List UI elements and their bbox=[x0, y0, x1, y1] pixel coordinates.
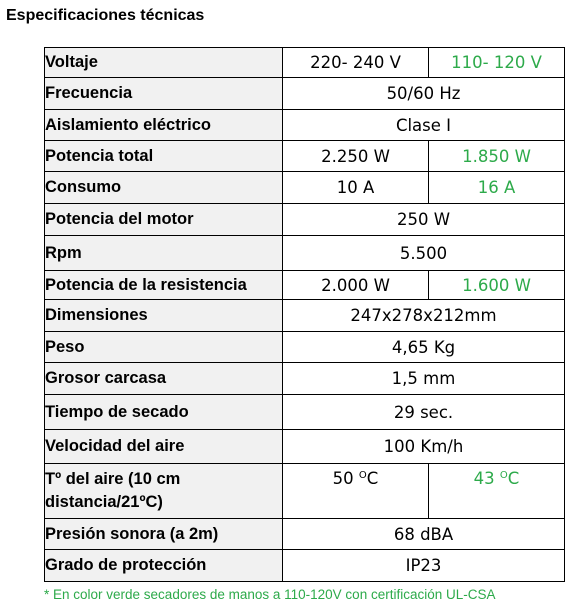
temperature-value: 43 bbox=[473, 469, 495, 488]
spec-label: Presión sonora (a 2m) bbox=[45, 519, 283, 550]
table-row bbox=[45, 464, 565, 519]
spec-value: 247x278x212mm bbox=[283, 300, 565, 332]
spec-value: 50/60 Hz bbox=[283, 78, 565, 110]
spec-label bbox=[45, 464, 283, 519]
table-row bbox=[45, 172, 565, 204]
spec-value-ul: 1.600 W bbox=[429, 271, 565, 300]
table-row bbox=[45, 430, 565, 464]
spec-label: Peso bbox=[45, 332, 283, 363]
spec-value-standard: 220- 240 V bbox=[283, 48, 429, 78]
spec-value-ul: 16 A bbox=[429, 172, 565, 204]
table-row bbox=[45, 363, 565, 395]
spec-value-ul: 1.850 W bbox=[429, 141, 565, 172]
spec-value: 250 W bbox=[283, 204, 565, 236]
spec-label: Rpm bbox=[45, 236, 283, 271]
spec-value-ul bbox=[429, 464, 565, 519]
spec-value: 100 Km/h bbox=[283, 430, 565, 464]
spec-label: Grosor carcasa bbox=[45, 363, 283, 395]
spec-value-standard: 2.000 W bbox=[283, 271, 429, 300]
spec-value: 4,65 Kg bbox=[283, 332, 565, 363]
spec-label: Frecuencia bbox=[45, 78, 283, 110]
spec-label: Potencia del motor bbox=[45, 204, 283, 236]
table-row bbox=[45, 141, 565, 172]
temperature-unit: C bbox=[507, 469, 520, 488]
table-row bbox=[45, 332, 565, 363]
page-title: Especificaciones técnicas bbox=[6, 7, 205, 24]
spec-value-standard: 10 A bbox=[283, 172, 429, 204]
table-row bbox=[45, 78, 565, 110]
spec-value-standard: 2.250 W bbox=[283, 141, 429, 172]
spec-label: Dimensiones bbox=[45, 300, 283, 332]
spec-value: 68 dBA bbox=[283, 519, 565, 550]
table-row bbox=[45, 236, 565, 271]
spec-value: 5.500 bbox=[283, 236, 565, 271]
spec-label: Voltaje bbox=[45, 48, 283, 78]
spec-label: Aislamiento eléctrico bbox=[45, 110, 283, 141]
spec-label: Potencia de la resistencia bbox=[45, 271, 283, 300]
spec-label: Consumo bbox=[45, 172, 283, 204]
spec-table bbox=[44, 47, 565, 582]
degree-mark: O bbox=[358, 470, 367, 481]
spec-label-line: Tº del aire (10 cm bbox=[45, 470, 181, 488]
temperature-value: 50 bbox=[332, 469, 354, 488]
spec-value: 1,5 mm bbox=[283, 363, 565, 395]
spec-label-line: distancia/21ºC) bbox=[45, 493, 163, 511]
spec-value-standard bbox=[283, 464, 429, 519]
table-row bbox=[45, 204, 565, 236]
spec-label: Tiempo de secado bbox=[45, 395, 283, 430]
table-row bbox=[45, 48, 565, 78]
table-row bbox=[45, 395, 565, 430]
spec-value: Clase I bbox=[283, 110, 565, 141]
table-row bbox=[45, 300, 565, 332]
degree-mark: O bbox=[499, 470, 508, 481]
table-row bbox=[45, 271, 565, 300]
spec-label: Grado de protección bbox=[45, 550, 283, 582]
spec-value: 29 sec. bbox=[283, 395, 565, 430]
spec-label: Velocidad del aire bbox=[45, 430, 283, 464]
table-row bbox=[45, 550, 565, 582]
table-row bbox=[45, 519, 565, 550]
footnote: * En color verde secadores de manos a 110-120V con certificación UL-CSA bbox=[44, 587, 496, 602]
spec-value: IP23 bbox=[283, 550, 565, 582]
temperature-unit: C bbox=[366, 469, 379, 488]
spec-value-ul: 110- 120 V bbox=[429, 48, 565, 78]
table-row bbox=[45, 110, 565, 141]
spec-label: Potencia total bbox=[45, 141, 283, 172]
